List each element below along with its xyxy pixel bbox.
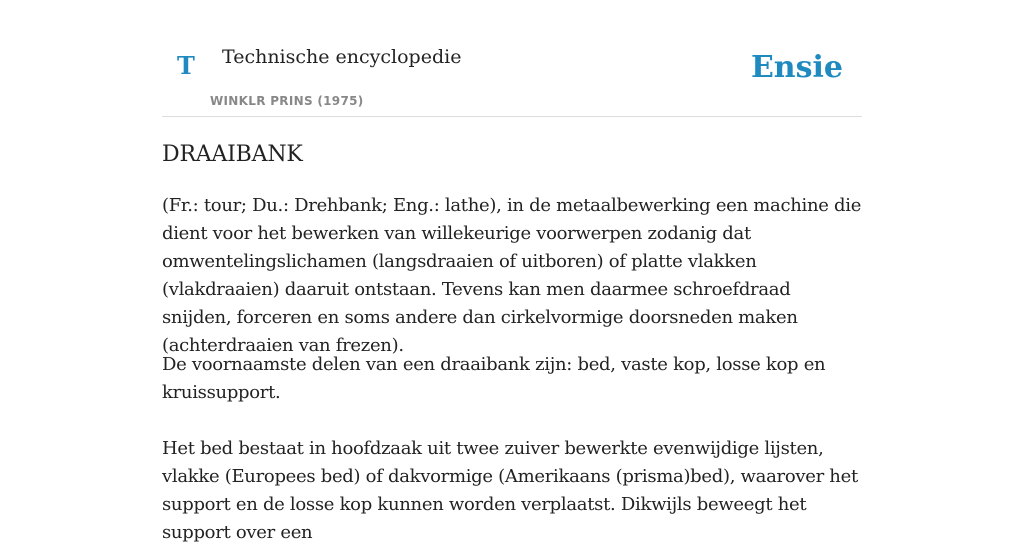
page [162, 0, 862, 543]
article-paragraph: (Fr.: tour; Du.: Drehbank; Eng.: lathe), in de metaalbewerking een machine die dient voor het bewerken van willekeurige voorwerpen zodanig dat omwentelingslichamen (langsdraaien of uitboren) of platte vlakken (vlakdraaien) daaruit ontstaan. Tevens kan men daarmee schroefdraad snijden, forceren en soms andere dan cirkelvormige doorsneden maken (achterdraaien van frezen). [162, 195, 862, 356]
entry-title: DRAAIBANK [162, 142, 303, 167]
article-paragraph: De voornaamste delen van een draaibank zijn: bed, vaste kop, losse kop en kruissupport. [162, 354, 826, 403]
ensie-logo-link[interactable]: Ensie [750, 50, 843, 85]
article-paragraph: Het bed bestaat in hoofdzaak uit twee zuiver bewerkte evenwijdige lijsten, vlakke (Europees bed) of dakvormige (Amerikaans (prisma)bed), waarover het support en de losse kop kunnen worden verplaatst. Dikwijls beweegt het support over een [162, 438, 858, 543]
encyclopedia-title-link[interactable]: Technische encyclopedie [222, 46, 462, 68]
site-header [162, 0, 862, 117]
encyclopedia-logo-icon[interactable]: T [177, 51, 195, 80]
encyclopedia-source-label: WINKLR PRINS (1975) [210, 94, 364, 108]
